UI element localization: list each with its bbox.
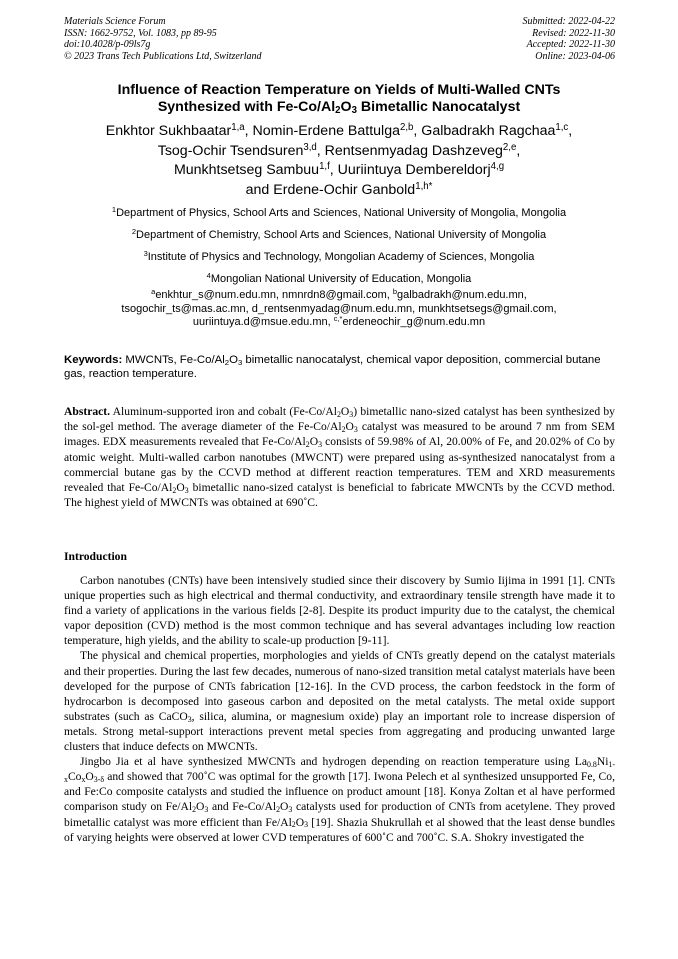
email-line-3: uuriintuya.d@msue.edu.mn, $^{c,*}$erdeneochir_g@num.edu.mn xyxy=(192,314,486,328)
journal-header xyxy=(64,16,615,64)
affiliation-item: $^4$Mongolian National University of Education, Mongolia xyxy=(206,271,472,285)
paragraph: Carbon nanotubes (CNTs) have been intensively studied since their discovery by Sumio Iijima in 1991 [1]. CNTs unique properties such as high electrical and thermal conductivity, and extraordinary tensile strength have made it to find a variety of applications in the various fields [2-8]. Despite its product impurity due to the catalyst, the chemical vapor deposition (CVD) method is the most common technique and has several advantages including low reaction temperature, high yields, and the ability to scale-up production [9-11]. xyxy=(64,574,615,648)
email-line-1: $^a$enkhtur_s@num.edu.mn, nmnrdn8@gmail.com, $^b$galbadrakh@num.edu.mn, xyxy=(151,287,527,301)
author-name: Enkhtor Sukhbaatar xyxy=(105,123,232,139)
author-name: Galbadrakh Ragchaa xyxy=(421,123,556,139)
abstract-label: Abstract. xyxy=(64,405,111,418)
abstract: Abstract. Aluminum-supported iron and cobalt $(Fe-Co/Al_2O_3)$ bimetallic nano-sized catalyst has been synthesized by the sol-gel method. The average diameter of the $Fe-Co/Al_2O_3$ catalyst was measured to be around 7 nm from SEM images. EDX measurements revealed that $Fe-Co/Al_2O_3$ consists of 59.98% of Al, 20.00% of Fe, and 20.02% of Co by atomic weight. Multi-walled carbon nanotubes (MWCNT) were prepared using as-synthesized nanocatalyst from a commercial butane gas by the CCVD method at different reaction temperatures. TEM and XRD measurements revealed that $Fe-Co/Al_2O_3$ bimetallic nano-sized catalyst is beneficial to fabricate MWCNTs by the CCVD method. The highest yield of MWCNTs was obtained at 690˚C. xyxy=(64,405,615,510)
date-submitted: Submitted: 2022-04-22 xyxy=(522,16,615,27)
author-name: Munkhtsetseg Sambuu xyxy=(173,162,320,178)
author-name: Rentsenmyadag Dashzeveg xyxy=(324,142,503,159)
author-name: Uuriintuya Dembereldorj xyxy=(337,162,491,178)
journal-name: Materials Science Forum xyxy=(64,16,166,27)
introduction-body xyxy=(64,573,615,845)
date-online: Online: 2023-04-06 xyxy=(535,50,615,62)
authors-line-2: Tsog-Ochir Tsendsuren$^{3,d}$, Rentsenmyadag Dashzeveg$^{2,e}$, xyxy=(157,141,521,159)
date-revised: Revised: 2022-11-30 xyxy=(532,27,615,39)
keywords: Keywords: MWCNTs, $Fe-Co/Al_2O_3$ bimetallic nanocatalyst, chemical vapor deposition, commercial butane gas, reaction temperature. xyxy=(64,354,601,380)
affiliation-item: $^1$Department of Physics, School Arts and Sciences, National University of Mongolia, Mongolia xyxy=(111,205,567,219)
affiliation-item: $^3$Institute of Physics and Technology, Mongolian Academy of Sciences, Mongolia xyxy=(143,249,535,263)
author-name: Erdene-Ochir Ganbold xyxy=(273,181,416,198)
section-heading-introduction: Introduction xyxy=(64,550,127,563)
affiliation-item: $^2$Department of Chemistry, School Arts and Sciences, National University of Mongolia xyxy=(131,227,547,241)
author-name: Tsog-Ochir Tsendsuren xyxy=(157,142,304,159)
paragraph: The physical and chemical properties, morphologies and yields of CNTs greatly depend on the catalyst materials and their properties. During the last few decades, numerous of nano-sized transition metal catalyst materials have been developed for the purpose of CNTs fabrication [12-16]. In the CVD process, the carbon feedstock in the form of hydrocarbon is decomposed into gaseous carbon and deposited on the metal catalysts. The metal oxide support substrates (such as CaCO$_3$, silica, alumina, or magnesium oxide) play an important role to increase dispersion of metals. Strong metal-support interactions prevent metal species from aggregating and producing unwanted large clusters that induce defects on MWCNTs. xyxy=(64,649,615,754)
publication-dates xyxy=(523,16,616,62)
authors-line-1: Enkhtor Sukhbaatar$^{1,a}$, Nomin-Erdene Battulga$^{2,b}$, Galbadrakh Ragchaa$^{1,c}$, xyxy=(105,122,573,139)
keywords-label: Keywords: xyxy=(64,354,123,366)
copyright: © 2023 Trans Tech Publications Ltd, Switzerland xyxy=(64,50,262,62)
author-emails xyxy=(30,289,648,330)
title-line-1: Influence of Reaction Temperature on Yields of Multi-Walled CNTs xyxy=(117,82,561,98)
authors-line-4: and Erdene-Ochir Ganbold$^{1,h*}$ xyxy=(245,180,433,198)
affiliations xyxy=(30,206,648,294)
paragraph: Jingbo Jia et al have synthesized MWCNTs and hydrogen depending on reaction temperature using $La_{0.8}Ni_{1-x}Co_xO_{3-\delta}$ and showed that 700˚C was optimal for the growth [17]. Iwona Pelech et al synthesized unsupported Fe, Co, and Fe:Co composite catalysts and studied the influence on product amount [18]. Konya Zoltan et al have performed comparison study on $Fe/Al_2O_3$ and $Fe-Co/Al_2O_3$ catalysts used for production of CNTs from acetylene. They proved bimetallic catalyst was more efficient than $Fe/Al_2O_3$ [19]. Shazia Shukrullah et al showed that the least dense bundles of varying heights were observed at lower CVD temperatures of 600˚C and 700˚C. S.A. Shokry investigated the xyxy=(64,755,616,844)
paper-title xyxy=(40,82,638,116)
authors-line-3: Munkhtsetseg Sambuu$^{1,f}$, Uuriintuya Dembereldorj$^{4,g}$ xyxy=(173,161,505,178)
date-accepted: Accepted: 2022-11-30 xyxy=(526,39,615,50)
author-list xyxy=(30,122,648,200)
journal-info xyxy=(64,16,262,62)
author-name: Nomin-Erdene Battulga xyxy=(252,123,400,139)
issn-volume: ISSN: 1662-9752, Vol. 1083, pp 89-95 xyxy=(64,27,217,39)
doi[interactable]: doi:10.4028/p-09ls7g xyxy=(64,39,151,50)
email-line-2: tsogochir_ts@mas.ac.mn, d_rentsenmyadag@num.edu.mn, munkhtsetsegs@gmail.com, xyxy=(121,302,557,315)
title-line-2: Synthesized with $Fe-Co/Al_2O_3$ Bimetallic Nanocatalyst xyxy=(157,99,521,117)
